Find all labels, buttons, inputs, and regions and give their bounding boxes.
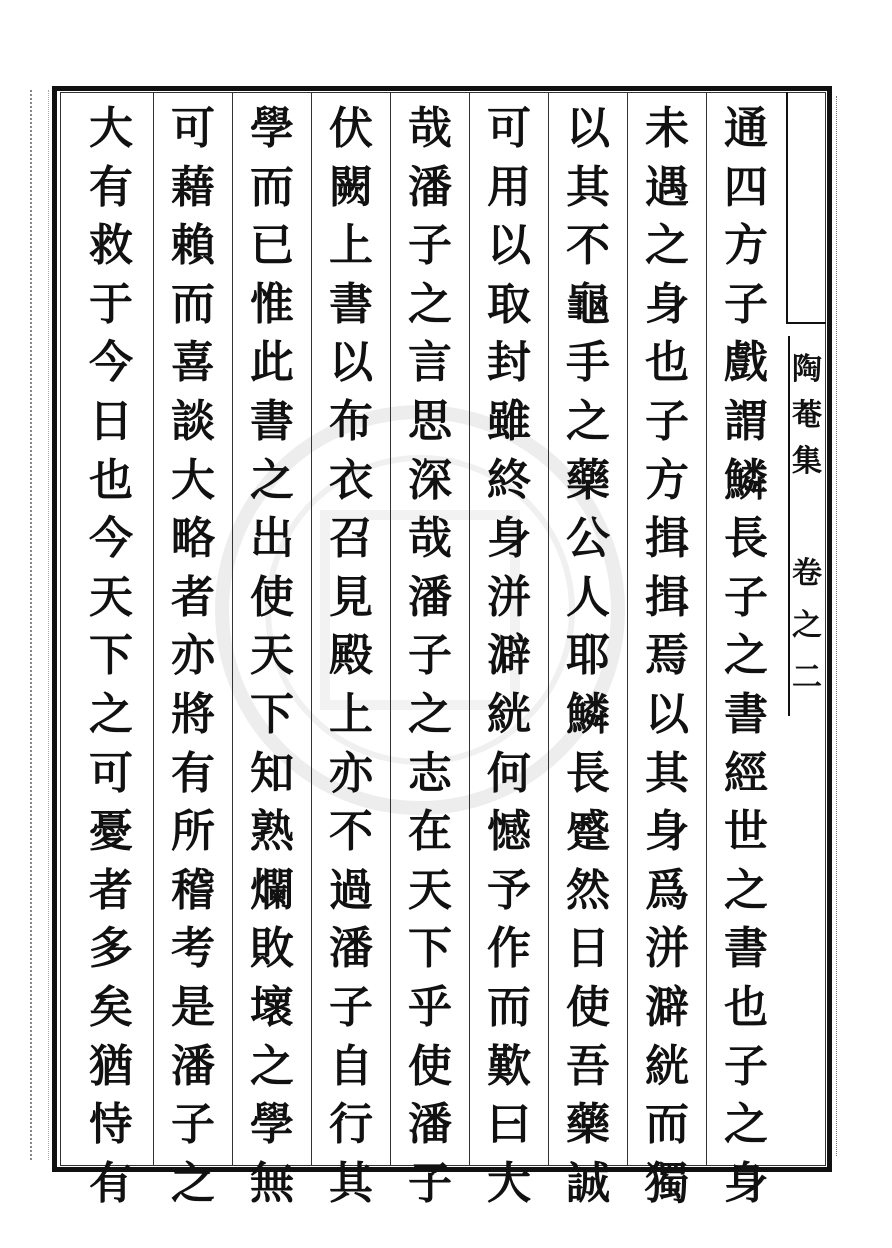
text-character: 之 <box>724 630 768 682</box>
text-character: 子 <box>408 1157 452 1209</box>
text-character: 學 <box>250 103 294 154</box>
text-character: 之 <box>89 688 133 740</box>
text-character: 揖 <box>645 513 689 565</box>
text-character: 以 <box>645 688 689 740</box>
text-character: 哉 <box>408 513 452 565</box>
text-character: 惟 <box>250 278 294 330</box>
text-character: 洴 <box>645 923 689 975</box>
margin-volume-label <box>790 548 824 704</box>
text-character: 之 <box>645 220 689 272</box>
text-character: 憂 <box>89 806 133 858</box>
margin-volume-char: 之 <box>792 608 822 643</box>
text-character: 而 <box>645 1099 689 1151</box>
text-character: 猶 <box>89 1040 133 1092</box>
text-character: 無 <box>250 1157 294 1209</box>
text-character: 今 <box>89 337 133 389</box>
text-character: 上 <box>329 688 373 740</box>
text-character: 天 <box>408 864 452 916</box>
text-character: 也 <box>724 981 768 1033</box>
margin-title-char: 陶 <box>792 352 822 387</box>
text-character: 人 <box>566 571 610 623</box>
text-character: 思 <box>408 395 452 447</box>
text-character: 也 <box>645 337 689 389</box>
text-character: 身 <box>645 278 689 330</box>
text-character: 潘 <box>408 161 452 213</box>
text-character: 之 <box>566 395 610 447</box>
text-character: 于 <box>89 278 133 330</box>
text-character: 救 <box>89 220 133 272</box>
text-character: 以 <box>487 220 531 272</box>
text-character: 鱗 <box>566 688 610 740</box>
text-character: 見 <box>329 571 373 623</box>
text-character: 子 <box>645 395 689 447</box>
text-character: 之 <box>408 688 452 740</box>
text-character: 過 <box>329 864 373 916</box>
text-character: 上 <box>329 220 373 272</box>
text-character: 學 <box>250 1099 294 1151</box>
text-character: 吾 <box>566 1040 610 1092</box>
text-character: 身 <box>645 806 689 858</box>
text-character: 憾 <box>487 806 531 858</box>
text-character: 已 <box>250 220 294 272</box>
text-character: 深 <box>408 454 452 506</box>
text-character: 潘 <box>408 1099 452 1151</box>
text-character: 恃 <box>89 1099 133 1151</box>
text-character: 有 <box>89 1157 133 1209</box>
text-character: 此 <box>250 337 294 389</box>
text-character: 亦 <box>329 747 373 799</box>
text-character: 戲 <box>724 337 768 389</box>
text-character: 澼 <box>487 630 531 682</box>
text-character: 用 <box>487 161 531 213</box>
text-character: 今 <box>89 513 133 565</box>
margin-volume-char: 卷 <box>792 556 822 591</box>
text-character: 其 <box>566 161 610 213</box>
text-character: 行 <box>329 1099 373 1151</box>
text-character: 潘 <box>329 923 373 975</box>
text-character: 大 <box>487 1157 531 1209</box>
text-character: 知 <box>250 747 294 799</box>
text-character: 天 <box>250 630 294 682</box>
text-character: 有 <box>171 747 215 799</box>
text-character: 歎 <box>487 1040 531 1092</box>
text-character: 以 <box>329 337 373 389</box>
text-character: 鱗 <box>724 454 768 506</box>
margin-title-char: 菴 <box>792 398 822 433</box>
text-character: 可 <box>89 747 133 799</box>
text-character: 子 <box>408 220 452 272</box>
text-character: 日 <box>89 395 133 447</box>
text-character: 布 <box>329 395 373 447</box>
text-character: 下 <box>89 630 133 682</box>
text-character: 謂 <box>724 395 768 447</box>
text-character: 召 <box>329 513 373 565</box>
text-character: 之 <box>250 454 294 506</box>
text-character: 曰 <box>487 1099 531 1151</box>
text-column-8 <box>154 100 232 1209</box>
text-character: 者 <box>171 571 215 623</box>
text-character: 書 <box>724 688 768 740</box>
text-character: 絖 <box>487 688 531 740</box>
text-character: 亦 <box>171 630 215 682</box>
text-character: 自 <box>329 1040 373 1092</box>
text-character: 大 <box>89 103 133 154</box>
text-character: 手 <box>566 337 610 389</box>
text-character: 未 <box>645 103 689 154</box>
text-character: 出 <box>250 513 294 565</box>
text-character: 可 <box>487 103 531 154</box>
text-character: 子 <box>171 1099 215 1151</box>
text-character: 終 <box>487 454 531 506</box>
page-right-edge <box>836 96 845 1156</box>
text-character: 談 <box>171 395 215 447</box>
text-character: 言 <box>408 337 452 389</box>
text-character: 世 <box>724 806 768 858</box>
text-character: 以 <box>566 103 610 154</box>
text-character: 也 <box>89 454 133 506</box>
text-character: 遇 <box>645 161 689 213</box>
text-character: 長 <box>724 513 768 565</box>
text-character: 子 <box>724 278 768 330</box>
text-character: 之 <box>724 864 768 916</box>
text-character: 然 <box>566 864 610 916</box>
text-character: 身 <box>487 513 531 565</box>
text-character: 之 <box>408 278 452 330</box>
text-character: 大 <box>171 454 215 506</box>
text-column-6 <box>312 100 390 1209</box>
text-character: 賴 <box>171 220 215 272</box>
text-character: 藥 <box>566 1099 610 1151</box>
text-character: 何 <box>487 747 531 799</box>
text-character: 之 <box>724 1099 768 1151</box>
text-character: 封 <box>487 337 531 389</box>
text-character: 揖 <box>645 571 689 623</box>
text-character: 四 <box>724 161 768 213</box>
text-column-2 <box>628 100 706 1209</box>
text-character: 多 <box>89 923 133 975</box>
text-character: 蹙 <box>566 806 610 858</box>
text-character: 誠 <box>566 1157 610 1209</box>
text-character: 志 <box>408 747 452 799</box>
page-binding-edge <box>30 90 49 1160</box>
text-character: 使 <box>566 981 610 1033</box>
text-character: 書 <box>724 923 768 975</box>
text-character: 在 <box>408 806 452 858</box>
text-character: 壞 <box>250 981 294 1033</box>
text-character: 考 <box>171 923 215 975</box>
text-character: 熟 <box>250 806 294 858</box>
text-character: 所 <box>171 806 215 858</box>
text-character: 使 <box>250 571 294 623</box>
text-character: 爛 <box>250 864 294 916</box>
text-column-5 <box>391 100 469 1209</box>
text-character: 方 <box>645 454 689 506</box>
text-character: 潘 <box>171 1040 215 1092</box>
text-character: 龜 <box>566 278 610 330</box>
text-character: 通 <box>724 103 768 154</box>
text-character: 敗 <box>250 923 294 975</box>
text-character: 略 <box>171 513 215 565</box>
text-character: 潘 <box>408 571 452 623</box>
text-character: 藉 <box>171 161 215 213</box>
text-character: 伏 <box>329 103 373 154</box>
text-character: 經 <box>724 747 768 799</box>
text-character: 予 <box>487 864 531 916</box>
text-column-7 <box>233 100 311 1209</box>
text-character: 身 <box>724 1157 768 1209</box>
text-character: 其 <box>645 747 689 799</box>
text-character: 耶 <box>566 630 610 682</box>
text-character: 之 <box>171 1157 215 1209</box>
text-character: 公 <box>566 513 610 565</box>
margin-bracket <box>786 92 826 324</box>
text-character: 乎 <box>408 981 452 1033</box>
text-character: 稽 <box>171 864 215 916</box>
text-column-4 <box>470 100 548 1209</box>
text-character: 哉 <box>408 103 452 154</box>
text-column-9 <box>72 100 150 1209</box>
text-character: 使 <box>408 1040 452 1092</box>
text-character: 作 <box>487 923 531 975</box>
text-character: 澼 <box>645 981 689 1033</box>
margin-volume-char: 二 <box>792 660 822 695</box>
text-character: 藥 <box>566 454 610 506</box>
text-character: 方 <box>724 220 768 272</box>
text-character: 子 <box>329 981 373 1033</box>
text-character: 其 <box>329 1157 373 1209</box>
text-character: 之 <box>250 1040 294 1092</box>
text-character: 絖 <box>645 1040 689 1092</box>
text-character: 而 <box>487 981 531 1033</box>
text-character: 有 <box>89 161 133 213</box>
text-character: 長 <box>566 747 610 799</box>
text-character: 書 <box>250 395 294 447</box>
text-character: 可 <box>171 103 215 154</box>
text-character: 闕 <box>329 161 373 213</box>
text-character: 日 <box>566 923 610 975</box>
text-character: 者 <box>89 864 133 916</box>
text-character: 矣 <box>89 981 133 1033</box>
text-character: 書 <box>329 278 373 330</box>
margin-title-char: 集 <box>792 444 822 479</box>
text-character: 是 <box>171 981 215 1033</box>
text-character: 不 <box>329 806 373 858</box>
text-column-1 <box>707 100 785 1209</box>
text-character: 下 <box>250 688 294 740</box>
text-character: 子 <box>724 1040 768 1092</box>
text-character: 獨 <box>645 1157 689 1209</box>
text-character: 不 <box>566 220 610 272</box>
text-character: 衣 <box>329 454 373 506</box>
margin-book-title <box>790 350 824 488</box>
text-column-3 <box>549 100 627 1209</box>
text-character: 爲 <box>645 864 689 916</box>
text-character: 子 <box>408 630 452 682</box>
text-character: 焉 <box>645 630 689 682</box>
text-character: 殿 <box>329 630 373 682</box>
text-character: 下 <box>408 923 452 975</box>
text-character: 而 <box>171 278 215 330</box>
text-character: 取 <box>487 278 531 330</box>
text-character: 天 <box>89 571 133 623</box>
text-character: 而 <box>250 161 294 213</box>
text-character: 喜 <box>171 337 215 389</box>
text-character: 洴 <box>487 571 531 623</box>
text-character: 將 <box>171 688 215 740</box>
text-character: 雖 <box>487 395 531 447</box>
text-character: 子 <box>724 571 768 623</box>
